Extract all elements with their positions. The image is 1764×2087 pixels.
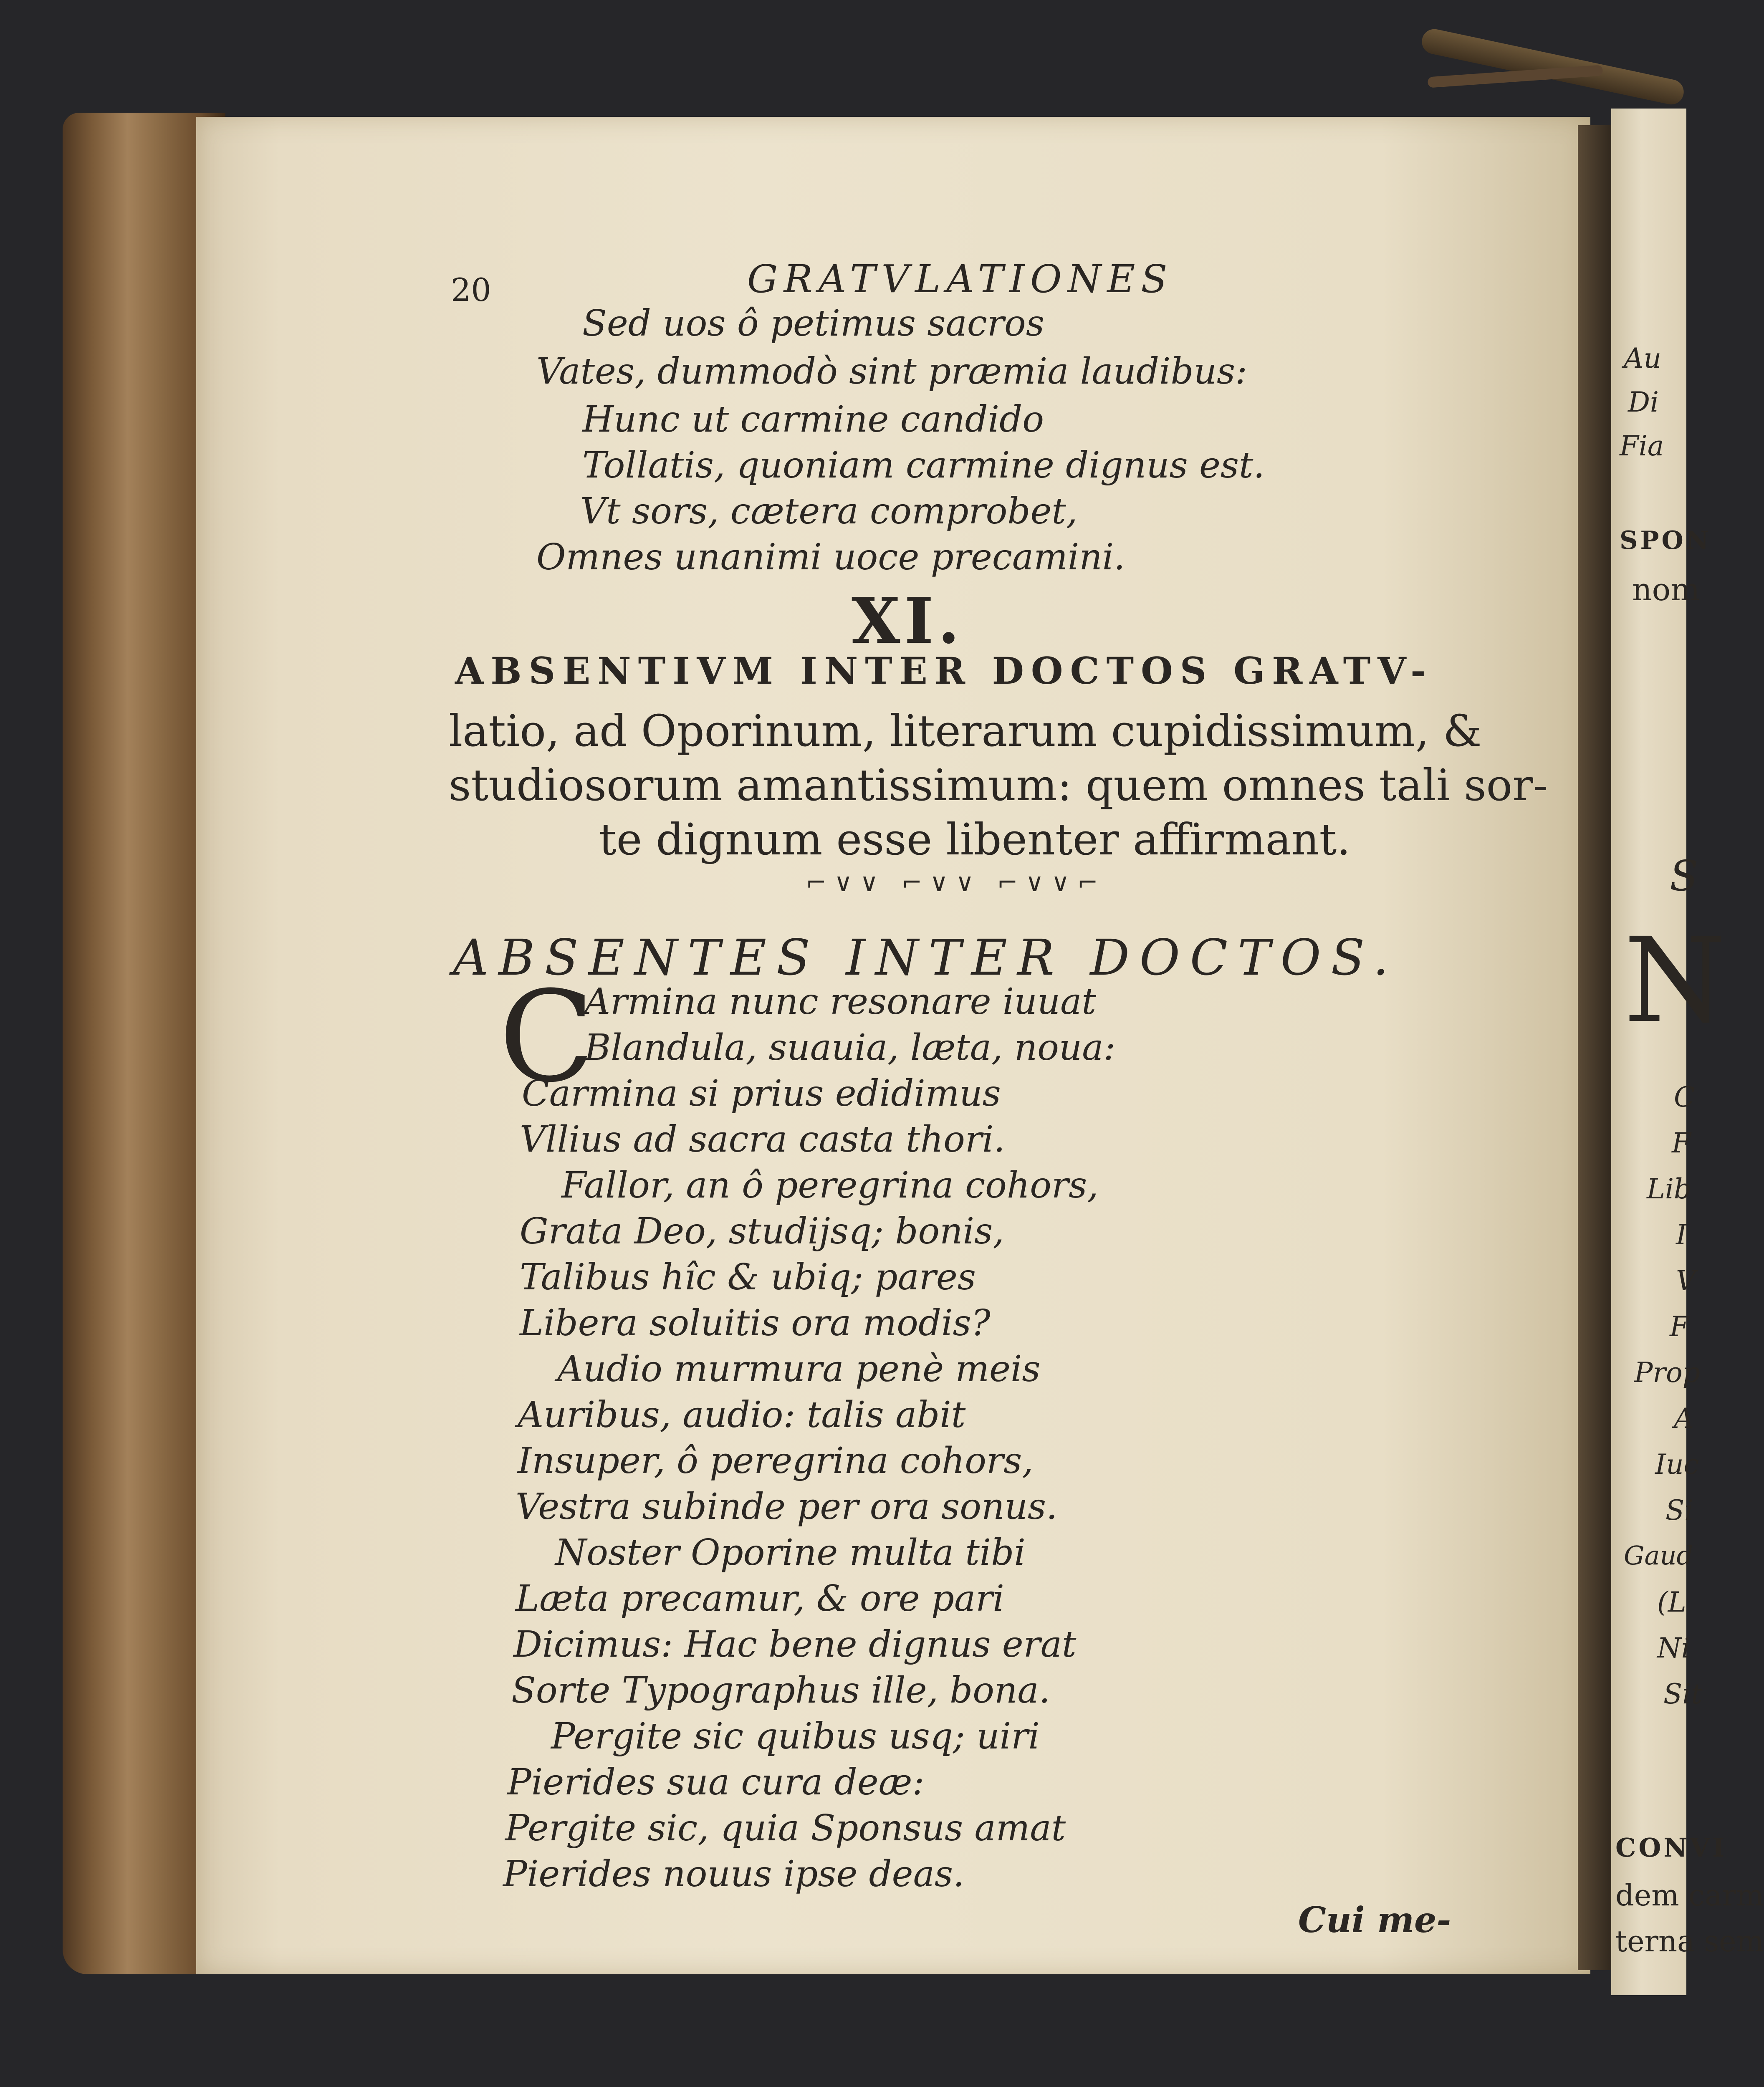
poem-line: Vllius ad sacra casta thori.: [520, 1119, 1005, 1160]
facing-page-text: Gaud: [1624, 1540, 1693, 1571]
poem-title: ABSENTES INTER DOCTOS.: [453, 929, 1399, 986]
ornament-divider: ⌐∨∨ ⌐∨∨ ⌐∨∨⌐: [806, 868, 1106, 897]
poem-line: Libera soluitis ora modis?: [520, 1302, 991, 1344]
book-gutter: [1578, 125, 1615, 1970]
facing-page-text: nom: [1632, 572, 1700, 608]
facing-page-text: dem carm: [1615, 1878, 1764, 1913]
poem-line: Insuper, ô peregrina cohors,: [518, 1440, 1034, 1482]
poem-line: Noster Oporine multa tibi: [555, 1532, 1026, 1574]
facing-page-text: F: [1670, 1311, 1689, 1343]
binding-string: [1420, 27, 1686, 107]
section-heading-line: latio, ad Oporinum, literarum cupidissimum, &: [449, 705, 1482, 756]
verse-line: Vt sors, cætera comprobet,: [580, 490, 1078, 532]
facing-page-text: S: [1670, 851, 1698, 900]
poem-line: Pierides sua cura deæ:: [507, 1761, 925, 1803]
section-number: XI.: [852, 584, 964, 658]
facing-page: [1611, 109, 1764, 1995]
drop-cap: C: [499, 964, 595, 1110]
facing-page-text: F: [1672, 1127, 1691, 1159]
section-heading-line: te dignum esse libenter affirmant.: [599, 814, 1351, 865]
facing-page-text: V: [1676, 1265, 1696, 1297]
catchword: Cui me-: [1298, 1899, 1451, 1940]
facing-page-text: Si: [1665, 1494, 1693, 1526]
page-number: 20: [451, 271, 491, 308]
facing-page-text: A: [1674, 1402, 1694, 1435]
facing-page-text: C: [1674, 1081, 1695, 1113]
poem-line: Læta precamur, & ore pari: [516, 1578, 1004, 1620]
facing-page-text: Sit: [1663, 1678, 1702, 1710]
facing-page-text: Prop: [1634, 1357, 1700, 1389]
section-heading-line: studiosorum amantissimum: quem omnes tali sor-: [449, 760, 1548, 811]
poem-line: Fallor, an ô peregrina cohors,: [561, 1165, 1099, 1206]
facing-page-text: I: [1676, 1219, 1687, 1251]
poem-line: Talibus hîc & ubiq; pares: [520, 1256, 976, 1298]
facing-page-text: Di: [1628, 386, 1659, 418]
poem-line: Dicimus: Hac bene dignus erat: [513, 1624, 1077, 1665]
verse-line: Omnes unanimi uoce precamini.: [536, 536, 1125, 578]
facing-page-text: Fia: [1620, 430, 1664, 462]
facing-page-text: (L: [1657, 1586, 1686, 1618]
facing-page-text: Iuc: [1655, 1448, 1699, 1481]
verse-line: Tollatis, quoniam carmine dignus est.: [582, 445, 1265, 486]
section-heading-caps: ABSENTIVM INTER DOCTOS GRATV-: [455, 649, 1433, 692]
poem-line: Armina nunc resonare iuuat: [584, 981, 1096, 1023]
poem-line: Grata Deo, studijsq; bonis,: [520, 1210, 1004, 1252]
facing-page-text: CONVI: [1615, 1832, 1727, 1863]
facing-page-text: Au: [1624, 342, 1662, 374]
poem-line: Carmina si prius edidimus: [522, 1073, 1001, 1114]
poem-line: Pierides nouus ipse deas.: [503, 1853, 965, 1895]
running-head: GRATVLATIONES: [747, 257, 1173, 301]
poem-line: Audio murmura penè meis: [557, 1348, 1041, 1390]
verse-line: Vates, dummodò sint præmia laudibus:: [536, 351, 1248, 392]
poem-line: Pergite sic quibus usq; uiri: [551, 1716, 1040, 1757]
poem-line: Blandula, suauia, læta, noua:: [584, 1027, 1116, 1069]
facing-page-text: Ni: [1657, 1632, 1690, 1664]
verse-line: Sed uos ô petimus sacros: [582, 303, 1044, 344]
poem-line: Sorte Typographus ille, bona.: [511, 1670, 1051, 1711]
facing-page-text: N: [1624, 913, 1726, 1049]
facing-page-text: Lib: [1647, 1173, 1692, 1205]
facing-page-text: SPON: [1620, 526, 1711, 555]
poem-line: Vestra subinde per ora sonus.: [516, 1486, 1058, 1528]
poem-line: Auribus, audio: talis abit: [518, 1394, 966, 1436]
verse-line: Hunc ut carmine candido: [582, 399, 1044, 440]
poem-line: Pergite sic, quia Sponsus amat: [505, 1807, 1066, 1849]
facing-page-text: terna sem: [1615, 1924, 1764, 1958]
